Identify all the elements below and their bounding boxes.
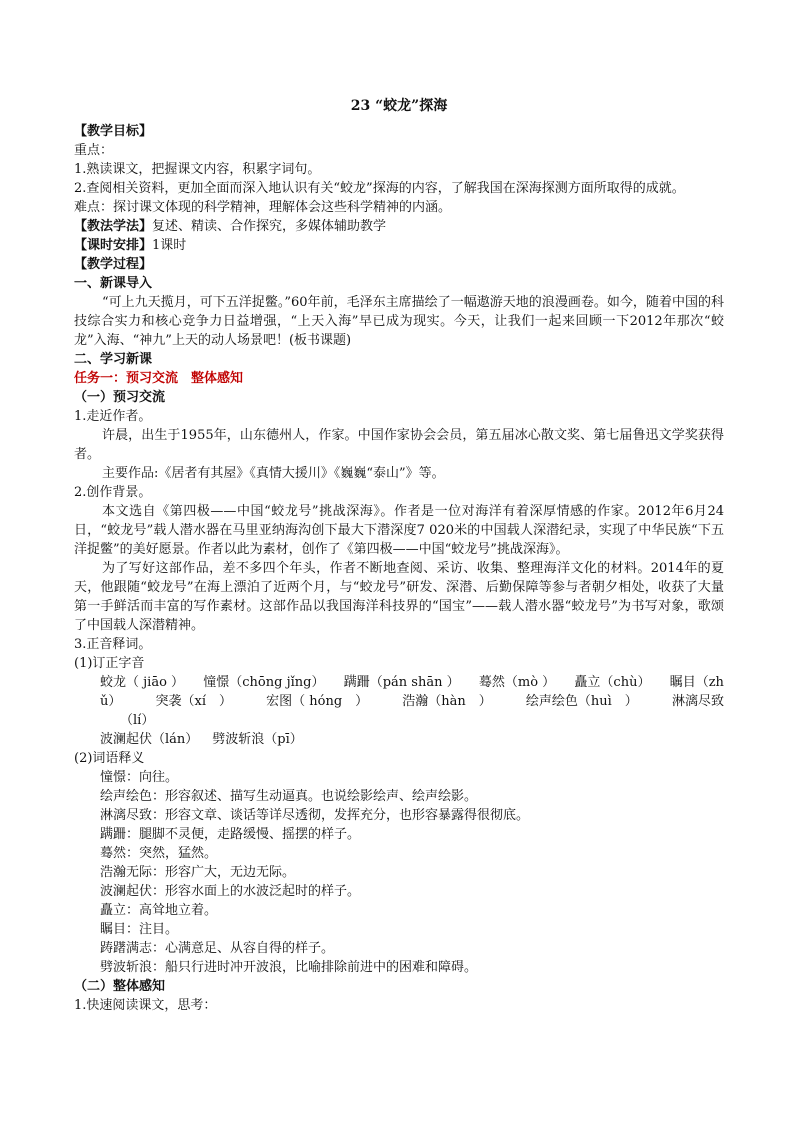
difficulty-point: 难点：探讨课文体现的科学精神，理解体会这些科学精神的内涵。 [74, 200, 452, 215]
pinyin-item: 蓦然（mò ） [478, 675, 556, 690]
schedule-label: 【课时安排】 [74, 238, 153, 253]
schedule-line [74, 236, 724, 255]
pronunciation-heading: (1)订正字音 [74, 656, 145, 671]
vocab-item: 蓦然：突然，猛然。 [100, 846, 218, 861]
vocab-item: 劈波斩浪：船只行进时冲开波浪，比喻排除前进中的困难和障碍。 [100, 960, 478, 975]
key-points-label: 重点： [74, 143, 114, 158]
pronunciation-row-1 [74, 673, 724, 692]
section-1-heading: 一、新课导入 [74, 276, 153, 291]
vocab-item: 淋漓尽致：形容文章、谈话等详尽透彻，发挥充分，也形容暴露得很彻底。 [100, 808, 530, 823]
section-2-heading: 二、学习新课 [74, 352, 153, 367]
vocab-item: 憧憬：向往。 [100, 770, 179, 785]
pinyin-item: 劈波斩浪（pī） [212, 732, 303, 747]
vocab-item: 蹒跚：腿脚不灵便，走路缓慢、摇摆的样子。 [100, 827, 361, 842]
pinyin-item: 矗立（chù） [574, 675, 651, 690]
goals-heading: 【教学目标】 [74, 124, 153, 139]
vocab-item: 波澜起伏：形容水面上的水波泛起时的样子。 [100, 884, 361, 899]
pinyin-item: 浩瀚（hàn ） [402, 694, 492, 709]
subsection-2-heading: （二）整体感知 [74, 979, 166, 994]
pronunciation-row-2 [74, 692, 724, 711]
pinyin-item: 宏图（ hóng ） [266, 694, 369, 709]
pronunciation-row-3 [74, 730, 724, 749]
key-point-1: 1.熟读课文，把握课文内容，积累字词句。 [74, 162, 321, 177]
pinyin-item: ǔ） [100, 694, 122, 709]
key-point-2: 2.查阅相关资料，更加全面而深入地认识有关“蛟龙”探海的内容，了解我国在深海探测方面所取得的成就。 [74, 181, 685, 196]
process-heading: 【教学过程】 [74, 257, 153, 272]
schedule-text: 1课时 [152, 238, 187, 253]
pinyin-item: 憧憬（chōng jǐng） [203, 675, 325, 690]
pinyin-item: 蹒跚（pán shān ） [343, 675, 460, 690]
subsection-1-heading: （一）预习交流 [74, 390, 166, 405]
vocab-item: 瞩目：注目。 [100, 922, 179, 937]
background-para-2: 为了写好这部作品，差不多四个年头，作者不断地查阅、采访、收集、整理海洋文化的材料。2014年的夏天，他跟随“蛟龙号”在海上漂泊了近两个月，与“蛟龙号”研发、深潜、后勤保障等参与者朝夕相处，收获了大量第一手鲜活而丰富的写作素材。这部作品以我国海洋科技界的“国宝”——载人潜水器“蛟龙号”为书写对象，歌颂了中国载人深潜精神。 [74, 561, 724, 633]
vocab-item: 浩瀚无际：形容广大，无边无际。 [100, 865, 296, 880]
section-1-text: “可上九天揽月，可下五洋捉鳖。”60年前，毛泽东主席描绘了一幅遨游天地的浪漫画卷。如今，随着中国的科技综合实力和核心竞争力日益增强，“上天入海”早已成为现实。今天，让我们一起来回顾一下2012年那次“蛟龙”入海、“神九”上天的动人场景吧！(板书课题) [74, 295, 724, 348]
pinyin-item: 蛟龙（ jiāo ） [100, 675, 185, 690]
method-text: 复述、精读、合作探究，多媒体辅助教学 [152, 219, 387, 234]
item-1-heading: 1.走近作者。 [74, 409, 152, 424]
document-page [74, 96, 724, 1015]
item-2-heading: 2.创作背景。 [74, 485, 152, 500]
pinyin-item: 瞩目（zh [669, 675, 724, 690]
method-line [74, 217, 724, 236]
pinyin-item: 绘声绘色（huì ） [525, 694, 638, 709]
vocab-item: 绘声绘色：形容叙述、描写生动逼真。也说绘影绘声、绘声绘影。 [100, 789, 478, 804]
item-3-heading: 3.正音释词。 [74, 637, 152, 652]
task-1-heading: 任务一：预习交流 整体感知 [74, 371, 244, 386]
pinyin-continuation: （lí） [120, 713, 155, 728]
author-works: 主要作品:《居者有其屋》《真情大援川》《巍巍“泰山”》等。 [102, 466, 445, 481]
background-para-1: 本文选自《第四极——中国“蛟龙号”挑战深海》。作者是一位对海洋有着深厚情感的作家。2012年6月24日，“蛟龙号”载人潜水器在马里亚纳海沟创下最大下潜深度7 020米的中国载人深潜纪录，实现了中华民族“下五洋捉鳖”的美好愿景。作者以此为素材，创作了《第四极——中国“蛟龙号”挑战深海》。 [74, 504, 724, 557]
vocab-item: 踌躇满志：心满意足、从容自得的样子。 [100, 941, 335, 956]
vocabulary-heading: (2)词语释义 [74, 751, 145, 766]
vocab-item: 矗立：高耸地立着。 [100, 903, 218, 918]
document-title: 23 “蛟龙”探海 [350, 98, 448, 114]
pinyin-item: 淋漓尽致 [671, 694, 724, 709]
pinyin-item: 突袭（xí ） [155, 694, 232, 709]
author-intro: 许晨，出生于1955年，山东德州人，作家。中国作家协会会员，第五届冰心散文奖、第七届鲁迅文学奖获得者。 [74, 428, 724, 462]
pinyin-item: 波澜起伏（lán） [100, 732, 199, 747]
method-label: 【教法学法】 [74, 219, 153, 234]
reading-question: 1.快速阅读课文，思考： [74, 998, 217, 1013]
